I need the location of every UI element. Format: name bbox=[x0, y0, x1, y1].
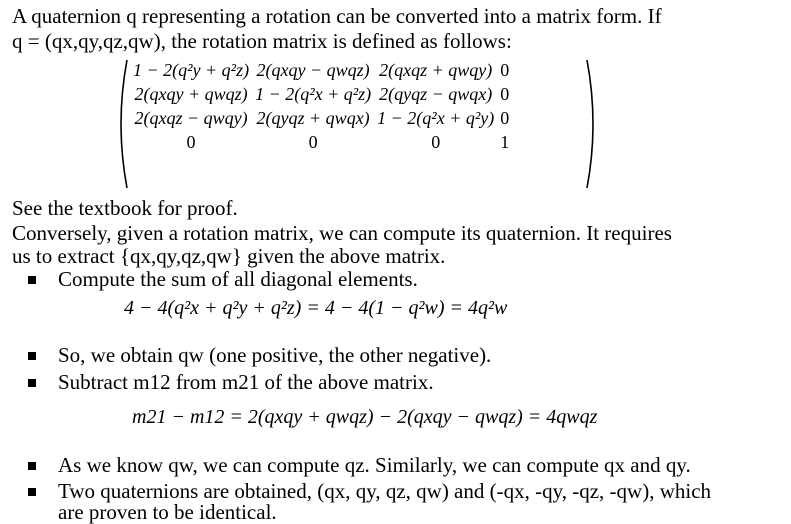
matrix-cell: 0 bbox=[431, 132, 441, 152]
bullet-marker bbox=[28, 379, 36, 387]
bullet-4: As we know qw, we can compute qz. Similarly, we can compute qx and qy. bbox=[58, 453, 691, 477]
bullet-5: Two quaternions are obtained, (qx, qy, qz, qw) and (-qx, -qy, -qz, -qw), which bbox=[58, 479, 712, 503]
bullet-3: Subtract m12 from m21 of the above matrix. bbox=[58, 370, 434, 394]
matrix-row bbox=[130, 82, 512, 106]
diag-sum-equation: 4 − 4(q²x + q²y + q²z) = 4 − 4(1 − q²w) = 4q²w bbox=[124, 297, 508, 319]
rotation-matrix bbox=[112, 58, 602, 190]
converse-line-2: us to extract {qx,qy,qz,qw} given the above matrix. bbox=[12, 244, 446, 268]
bullet-1: Compute the sum of all diagonal elements. bbox=[58, 267, 418, 291]
matrix-cell: 1 − 2(q²x + q²y) bbox=[377, 108, 495, 128]
matrix-table bbox=[130, 58, 512, 154]
matrix-row bbox=[130, 130, 512, 154]
bullet-marker bbox=[28, 462, 36, 470]
matrix-cell: 0 bbox=[308, 132, 318, 152]
matrix-cell: 1 − 2(q²x + q²z) bbox=[255, 84, 372, 104]
bullet-marker bbox=[28, 488, 36, 496]
intro-line-1: A quaternion q representing a rotation can be converted into a matrix form. If bbox=[12, 4, 662, 28]
matrix-cell: 1 bbox=[500, 132, 510, 152]
matrix-row bbox=[130, 58, 512, 82]
proof-note: See the textbook for proof. bbox=[12, 196, 238, 220]
matrix-cell: 2(qxqz − qwqy) bbox=[134, 108, 248, 128]
matrix-cell: 2(qxqy − qwqz) bbox=[256, 60, 370, 80]
matrix-cell: 2(qxqy + qwqz) bbox=[134, 84, 248, 104]
bullet-2: So, we obtain qw (one positive, the other negative). bbox=[58, 343, 492, 367]
bullet-5-cont: are proven to be identical. bbox=[58, 500, 277, 524]
intro-line-2: q = (qx,qy,qz,qw), the rotation matrix is defined as follows: bbox=[12, 29, 512, 53]
matrix-cell: 0 bbox=[500, 60, 510, 80]
matrix-cell: 2(qxqz + qwqy) bbox=[379, 60, 493, 80]
matrix-row bbox=[130, 106, 512, 130]
matrix-cell: 2(qyqz + qwqx) bbox=[256, 108, 370, 128]
matrix-cell: 1 − 2(q²y + q²z) bbox=[133, 60, 250, 80]
matrix-cell: 0 bbox=[186, 132, 196, 152]
matrix-cell: 0 bbox=[500, 108, 510, 128]
matrix-cell: 0 bbox=[500, 84, 510, 104]
matrix-cell: 2(qyqz − qwqx) bbox=[379, 84, 493, 104]
bullet-marker bbox=[28, 352, 36, 360]
converse-line-1: Conversely, given a rotation matrix, we can compute its quaternion. It requires bbox=[12, 221, 672, 245]
bullet-marker bbox=[28, 276, 36, 284]
m21-minus-m12-equation: m21 − m12 = 2(qxqy + qwqz) − 2(qxqy − qwqz) = 4qwqz bbox=[132, 406, 598, 428]
right-paren-icon bbox=[584, 58, 602, 190]
left-paren-icon bbox=[112, 58, 130, 190]
